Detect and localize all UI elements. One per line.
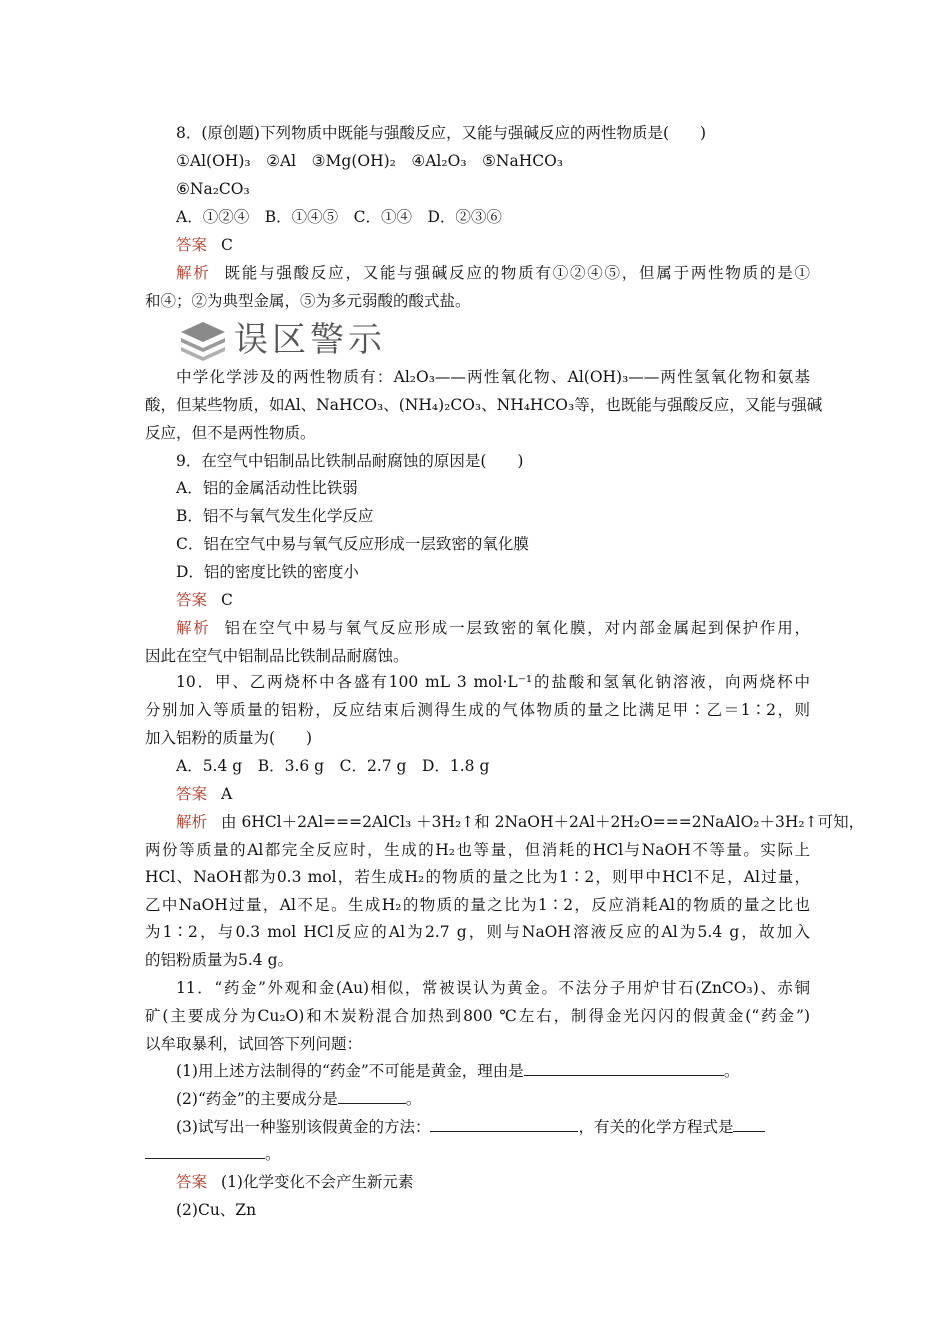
q9-analysis-line-2: 因此在空气中铝制品比铁制品耐腐蚀。 — [145, 647, 409, 665]
q9-option-d: D．铝的密度比铁的密度小 — [176, 563, 359, 581]
answer-blank — [338, 1089, 406, 1104]
q11-stem-line-2: 矿(主要成分为Cu₂O)和木炭粉混合加热到800 ℃左右，制得金光闪闪的假黄金(“药金”) — [145, 1007, 810, 1025]
q9-answer — [176, 590, 810, 610]
analysis-label: 解析 — [176, 619, 211, 637]
q10-stem-line-3: 加入铝粉的质量为( ) — [145, 729, 313, 747]
q8-answer — [176, 235, 810, 255]
answer-blank — [524, 1061, 724, 1076]
warning-title: 误区警示 — [234, 320, 386, 360]
analysis-text: 既能与强酸反应，又能与强碱反应的物质有①②④⑤，但属于两性物质的是① — [224, 264, 810, 282]
q8-stem: 8．(原创题)下列物质中既能与强酸反应，又能与强碱反应的两性物质是( ) — [176, 124, 707, 142]
answer-label: 答案 — [176, 785, 208, 803]
sub-question-text: (2)“药金”的主要成分是 — [176, 1090, 338, 1108]
sub-question-end: 。 — [265, 1145, 281, 1163]
answer-value: C — [221, 236, 233, 254]
answer-label: 答案 — [176, 1173, 208, 1191]
answer-value: C — [221, 591, 233, 609]
q9-option-c: C．铝在空气中易与氧气反应形成一层致密的氧化膜 — [176, 535, 529, 553]
q11-answer-1 — [176, 1172, 810, 1192]
sub-question-text: (3)试写出一种鉴别该假黄金的方法： — [176, 1118, 431, 1136]
answer-label: 答案 — [176, 591, 208, 609]
q8-items: ①Al(OH)₃ ②Al ③Mg(OH)₂ ④Al₂O₃ ⑤NaHCO₃ — [176, 152, 564, 170]
warning-banner — [178, 318, 418, 362]
q10-analysis-line-3: HCl、NaOH都为0.3 mol，若生成H₂的物质的量之比为1∶2，则甲中HCl不足，Al过量， — [145, 868, 810, 886]
q10-analysis-line-2: 两份等质量的Al都完全反应时，生成的H₂也等量，但消耗的HCl与NaOH不等量。实际上 — [145, 841, 810, 859]
sub-question-mid: ，有关的化学方程式是 — [578, 1118, 734, 1136]
q11-stem-line-1: 11．“药金”外观和金(Au)相似，常被误认为黄金。不法分子用炉甘石(ZnCO₃)、赤铜 — [176, 979, 810, 997]
sub-question-text: (1)用上述方法制得的“药金”不可能是黄金，理由是 — [176, 1062, 524, 1080]
q8-analysis-line-2: 和④；②为典型金属，⑤为多元弱酸的酸式盐。 — [145, 292, 471, 310]
q8-options: A．①②④ B．①④⑤ C．①④ D．②③⑥ — [176, 208, 502, 226]
warning-line-1: 中学化学涉及的两性物质有：Al₂O₃——两性氧化物、Al(OH)₃——两性氢氧化物和氨基 — [176, 368, 810, 386]
q9-analysis-line-1 — [176, 618, 810, 638]
answer-value: A — [221, 785, 233, 803]
q9-option-b: B．铝不与氧气发生化学反应 — [176, 507, 374, 525]
q11-stem-line-3: 以牟取暴利，试回答下列问题： — [145, 1035, 363, 1053]
q11-sub-1 — [176, 1061, 810, 1081]
q10-analysis-line-1 — [176, 812, 865, 832]
answer-blank — [145, 1144, 265, 1159]
analysis-label: 解析 — [176, 264, 211, 282]
analysis-label: 解析 — [176, 813, 208, 831]
q9-option-a: A．铝的金属活动性比铁弱 — [176, 479, 358, 497]
q10-answer — [176, 784, 810, 804]
q8-items-2: ⑥Na₂CO₃ — [176, 180, 250, 198]
q11-sub-2 — [176, 1089, 810, 1109]
answer-blank — [430, 1117, 578, 1132]
q11-answer-2: (2)Cu、Zn — [176, 1201, 257, 1219]
analysis-text: 由 6HCl＋2Al===2AlCl₃ ＋3H₂↑和 2NaOH＋2Al＋2H₂O===2NaAlO₂＋3H₂↑可知， — [221, 813, 865, 831]
q9-stem: 9．在空气中铝制品比铁制品耐腐蚀的原因是( ) — [176, 452, 524, 470]
sub-question-end: 。 — [723, 1062, 740, 1080]
answer-value: (1)化学变化不会产生新元素 — [221, 1173, 414, 1191]
q10-options: A．5.4 g B．3.6 g C．2.7 g D．1.8 g — [176, 757, 490, 775]
q11-sub-3-continued — [145, 1144, 810, 1164]
q10-analysis-line-6: 的铝粉质量为5.4 g。 — [145, 951, 293, 969]
sub-question-end: 。 — [405, 1090, 422, 1108]
answer-blank — [733, 1117, 765, 1132]
layers-icon — [178, 318, 228, 362]
q11-sub-3 — [176, 1117, 810, 1137]
q10-stem-line-2: 分别加入等质量的铝粉，反应结束后测得生成的气体物质的量之比满足甲∶乙＝1∶2，则 — [145, 701, 810, 719]
warning-line-3: 反应，但不是两性物质。 — [145, 424, 316, 442]
q10-analysis-line-4: 乙中NaOH过量，Al不足。生成H₂的物质的量之比为1∶2，反应消耗Al的物质的量之比也 — [145, 896, 810, 914]
analysis-text: 铝在空气中易与氧气反应形成一层致密的氧化膜，对内部金属起到保护作用， — [224, 619, 810, 637]
warning-line-2: 酸，但某些物质，如Al、NaHCO₃、(NH₄)₂CO₃、NH₄HCO₃等，也既能与强酸反应，又能与强碱 — [145, 396, 823, 414]
q10-stem-line-1: 10．甲、乙两烧杯中各盛有100 mL 3 mol·L⁻¹的盐酸和氢氧化钠溶液，向两烧杯中 — [176, 673, 810, 691]
q8-analysis-line-1 — [176, 263, 810, 283]
q10-analysis-line-5: 为1∶2，与0.3 mol HCl反应的Al为2.7 g，则与NaOH溶液反应的Al为5.4 g，故加入 — [145, 923, 810, 941]
answer-label: 答案 — [176, 236, 208, 254]
